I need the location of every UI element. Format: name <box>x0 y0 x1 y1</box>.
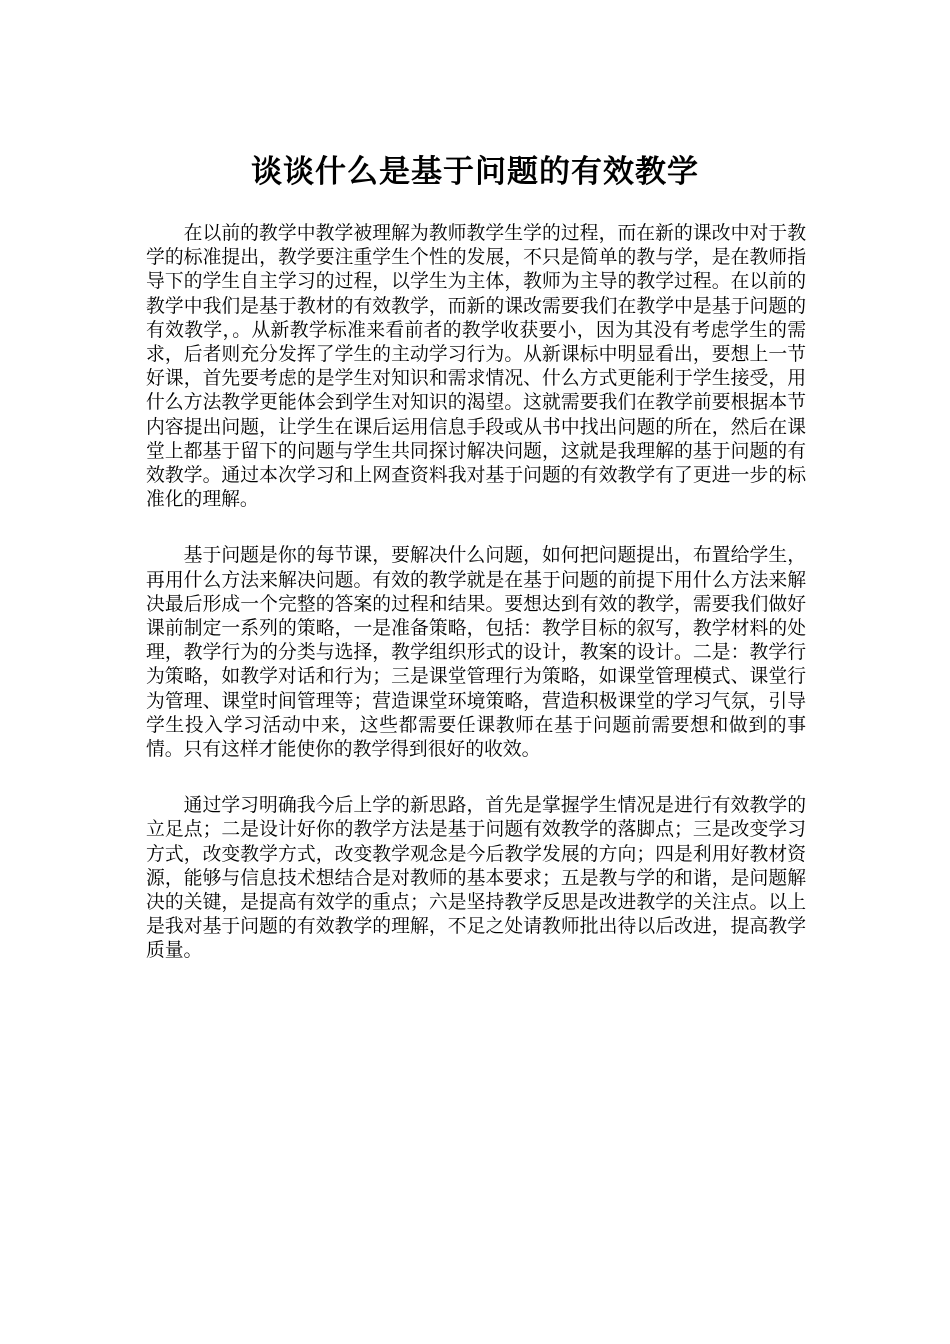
document-title: 谈谈什么是基于问题的有效教学 <box>251 154 699 190</box>
body-paragraph-2: 基于问题是你的每节课，要解决什么问题，如何把问题提出，布置给学生，再用什么方法来解决问题。有效的教学就是在基于问题的前提下用什么方法来解决最后形成一个完整的答案的过程和结果。要想达到有效的教学，需要我们做好课前制定一系列的策略，一是准备策略，包括：教学目标的叙写，教学材料的处理，教学行为的分类与选择，教学组织形式的设计，教案的设计。二是：教学行为策略，如教学对话和行为；三是课堂管理行为策略，如课堂管理模式、课堂行为管理、课堂时间管理等；营造课堂环境策略，营造积极课堂的学习气氛，引导学生投入学习活动中来，这些都需要任课教师在基于问题前需要想和做到的事情。只有这样才能使你的教学得到很好的收效。 <box>146 545 806 761</box>
body-paragraph-1: 在以前的教学中教学被理解为教师教学生学的过程，而在新的课改中对于教学的标准提出，教学要注重学生个性的发展，不只是简单的教与学，是在教师指导下的学生自主学习的过程，以学生为主体，教师为主导的教学过程。在以前的教学中我们是基于教材的有效教学，而新的课改需要我们在教学中是基于问题的有效教学，。从新教学标准来看前者的教学收获要小，因为其没有考虑学生的需求，后者则充分发挥了学生的主动学习行为。从新课标中明显看出，要想上一节好课，首先要考虑的是学生对知识和需求情况、什么方式更能利于学生接受，用什么方法教学更能体会到学生对知识的渴望。这就需要我们在教学前要根据本节内容提出问题，让学生在课后运用信息手段或从书中找出问题的所在，然后在课堂上都基于留下的问题与学生共同探讨解决问题，这就是我理解的基于问题的有效教学。通过本次学习和上网查资料我对基于问题的有效教学有了更进一步的标准化的理解。 <box>146 223 806 511</box>
document-body <box>146 222 806 996</box>
body-paragraph-3: 通过学习明确我今后上学的新思路，首先是掌握学生情况是进行有效教学的立足点；二是设计好你的教学方法是基于问题有效教学的落脚点；三是改变学习方式，改变教学方式，改变教学观念是今后教学发展的方向；四是利用好教材资源，能够与信息技术想结合是对教师的基本要求；五是教与学的和谐，是问题解决的关键，是提高有效学的重点；六是坚持教学反思是改进教学的关注点。以上是我对基于问题的有效教学的理解，不足之处请教师批出待以后改进，提高教学质量。 <box>146 795 806 962</box>
